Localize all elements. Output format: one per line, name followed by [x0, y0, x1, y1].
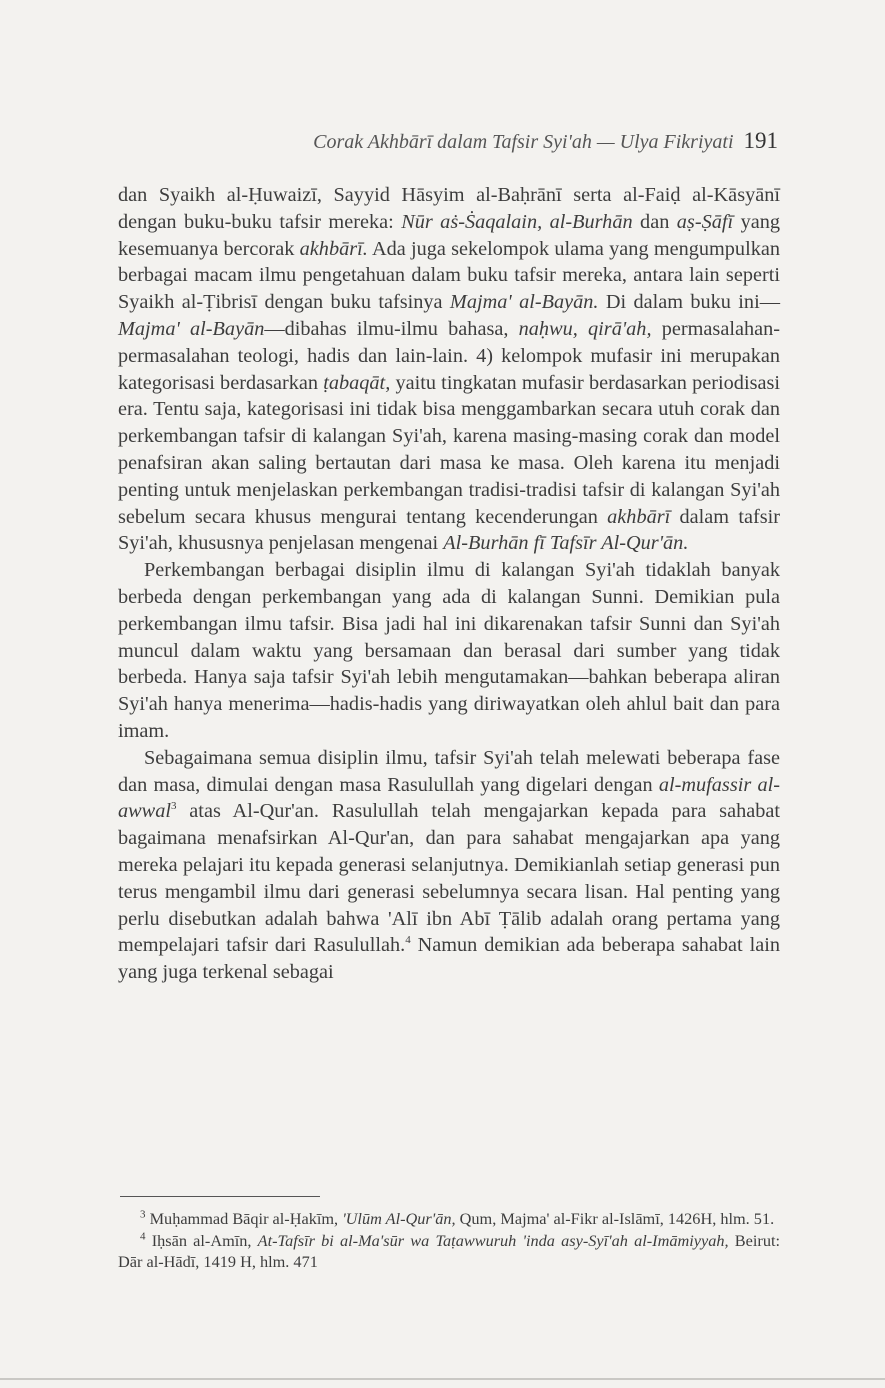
- italic-run: naḥwu, qirā'ah,: [518, 317, 652, 340]
- text-run: permasalahan-permasalahan teologi, hadis dan lain-lain. 4) kelompok mufasir ini merupakan kategorisasi berdasarkan: [118, 317, 780, 394]
- text-run: Di dalam buku ini—: [598, 291, 780, 314]
- footnote-ref-3[interactable]: 3: [170, 800, 177, 813]
- italic-run: 'Ulūm Al-Qur'ān,: [342, 1209, 456, 1228]
- footnote-divider: [120, 1196, 320, 1197]
- italic-run: Al-Burhān fī Tafsīr Al-Qur'ān.: [443, 532, 689, 555]
- paragraph-2: Perkembangan berbagai disiplin ilmu di kalangan Syi'ah tidaklah banyak berbeda dengan perkembangan yang ada di kalangan Sunni. Demikian pula perkembangan ilmu tafsir. Bisa jadi hal ini dikarenakan tafsir Sunni dan Syi'ah muncul dalam waktu yang bersamaan dan berasal dari sumber yang tidak berbeda. Hanya saja tafsir Syi'ah lebih mengutamakan—bahkan beberapa aliran Syi'ah hanya menerima—hadis-hadis yang diriwayatkan oleh ahlul bait dan para imam.: [118, 559, 780, 742]
- paragraph-3: [118, 745, 780, 986]
- italic-run: akhbārī.: [299, 237, 368, 260]
- page-number: 191: [743, 128, 778, 153]
- text-run: Ada juga sekelompok ulama yang mengumpulkan berbagai macam ilmu pengetahuan dalam buku tafsir mereka, antara lain seperti Syaikh al-Ṭibrisī dengan buku tafsinya: [118, 237, 780, 314]
- italic-run: Majma' al-Bayān: [118, 317, 265, 340]
- text-run: —dibahas ilmu-ilmu bahasa,: [264, 317, 519, 340]
- running-header: [110, 128, 778, 155]
- main-text: [118, 182, 780, 986]
- text-run: Namun demikian ada beberapa sahabat lain yang juga terkenal sebagai: [118, 934, 781, 984]
- text-run: yang kesemuanya bercorak: [118, 210, 780, 260]
- footnote-3: [118, 1208, 780, 1230]
- paragraph-1: [118, 182, 780, 557]
- text-run: atas Al-Qur'an. Rasulullah telah mengajarkan kepada para sahabat bagaimana menafsirkan Al-Qur'an, dan para sahabat mengajarkan apa yang mereka pelajari itu kepada generasi selanjutnya. Demikianlah setiap generasi pun terus mengambil ilmu dari generasi sebelumnya secara lisan. Hal penting yang perlu disebutkan adalah bahwa 'Alī ibn Abī Ṭālib adalah orang pertama yang mempelajari tafsir dari Rasulullah.: [118, 800, 780, 957]
- footnote-number: 4: [140, 1230, 146, 1243]
- footnote-ref-4[interactable]: 4: [405, 934, 411, 947]
- footnotes: [118, 1208, 780, 1273]
- italic-run: ṭabaqāt,: [323, 371, 391, 394]
- text-run: yaitu tingkatan mufasir berdasarkan periodisasi era. Tentu saja, kategorisasi ini tidak bisa menggambarkan secara utuh corak dan perkembangan tafsir di kalangan Syi'ah, karena masing-masing corak dan model penafsiran akan saling bertautan dari masa ke masa. Oleh karena itu menjadi penting untuk menjelaskan perkembangan tradisi-tradisi tafsir di kalangan Syi'ah sebelum secara khusus mengurai tentang kecenderungan: [118, 371, 781, 528]
- text-run: Iḥsān al-Amīn,: [145, 1230, 258, 1250]
- footnote-4: [118, 1230, 780, 1273]
- italic-run: akhbārī: [607, 505, 671, 528]
- text-run: dan: [632, 210, 677, 233]
- text-run: dan Syaikh al-Ḥuwaizī, Sayyid Hāsyim al-Baḥrānī serta al-Faiḍ al-Kāsyānī dengan buku-buku tafsir mereka:: [118, 184, 780, 233]
- scan-edge: [0, 1378, 885, 1380]
- footnote-number: 3: [140, 1208, 146, 1221]
- text-run: dalam tafsir Syi'ah, khususnya penjelasan mengenai: [118, 505, 780, 555]
- text-run: Beirut: Dār al-Hādī, 1419 H, hlm. 471: [118, 1230, 781, 1271]
- italic-run: Nūr aṡ-Ṡaqalain, al-Burhān: [401, 210, 633, 233]
- italic-run: aṣ-Ṣāfī: [676, 210, 734, 233]
- text-run: Sebagaimana semua disiplin ilmu, tafsir Syi'ah telah melewati beberapa fase dan masa, dimulai dengan masa Rasulullah yang digelari dengan: [118, 746, 780, 796]
- italic-run: At-Tafsīr bi al-Ma'sūr wa Taṭawwuruh 'inda asy-Syī'ah al-Imāmiyyah,: [257, 1230, 729, 1250]
- italic-run: al-mufassir al-awwal: [118, 773, 780, 823]
- text-run: Muḥammad Bāqir al-Ḥakīm,: [145, 1209, 343, 1228]
- running-title: Corak Akhbārī dalam Tafsir Syi'ah — Ulya Fikriyati: [313, 131, 734, 153]
- italic-run: Majma' al-Bayān.: [449, 291, 599, 314]
- text-run: Qum, Majma' al-Fikr al-Islāmī, 1426H, hlm. 51.: [455, 1209, 775, 1228]
